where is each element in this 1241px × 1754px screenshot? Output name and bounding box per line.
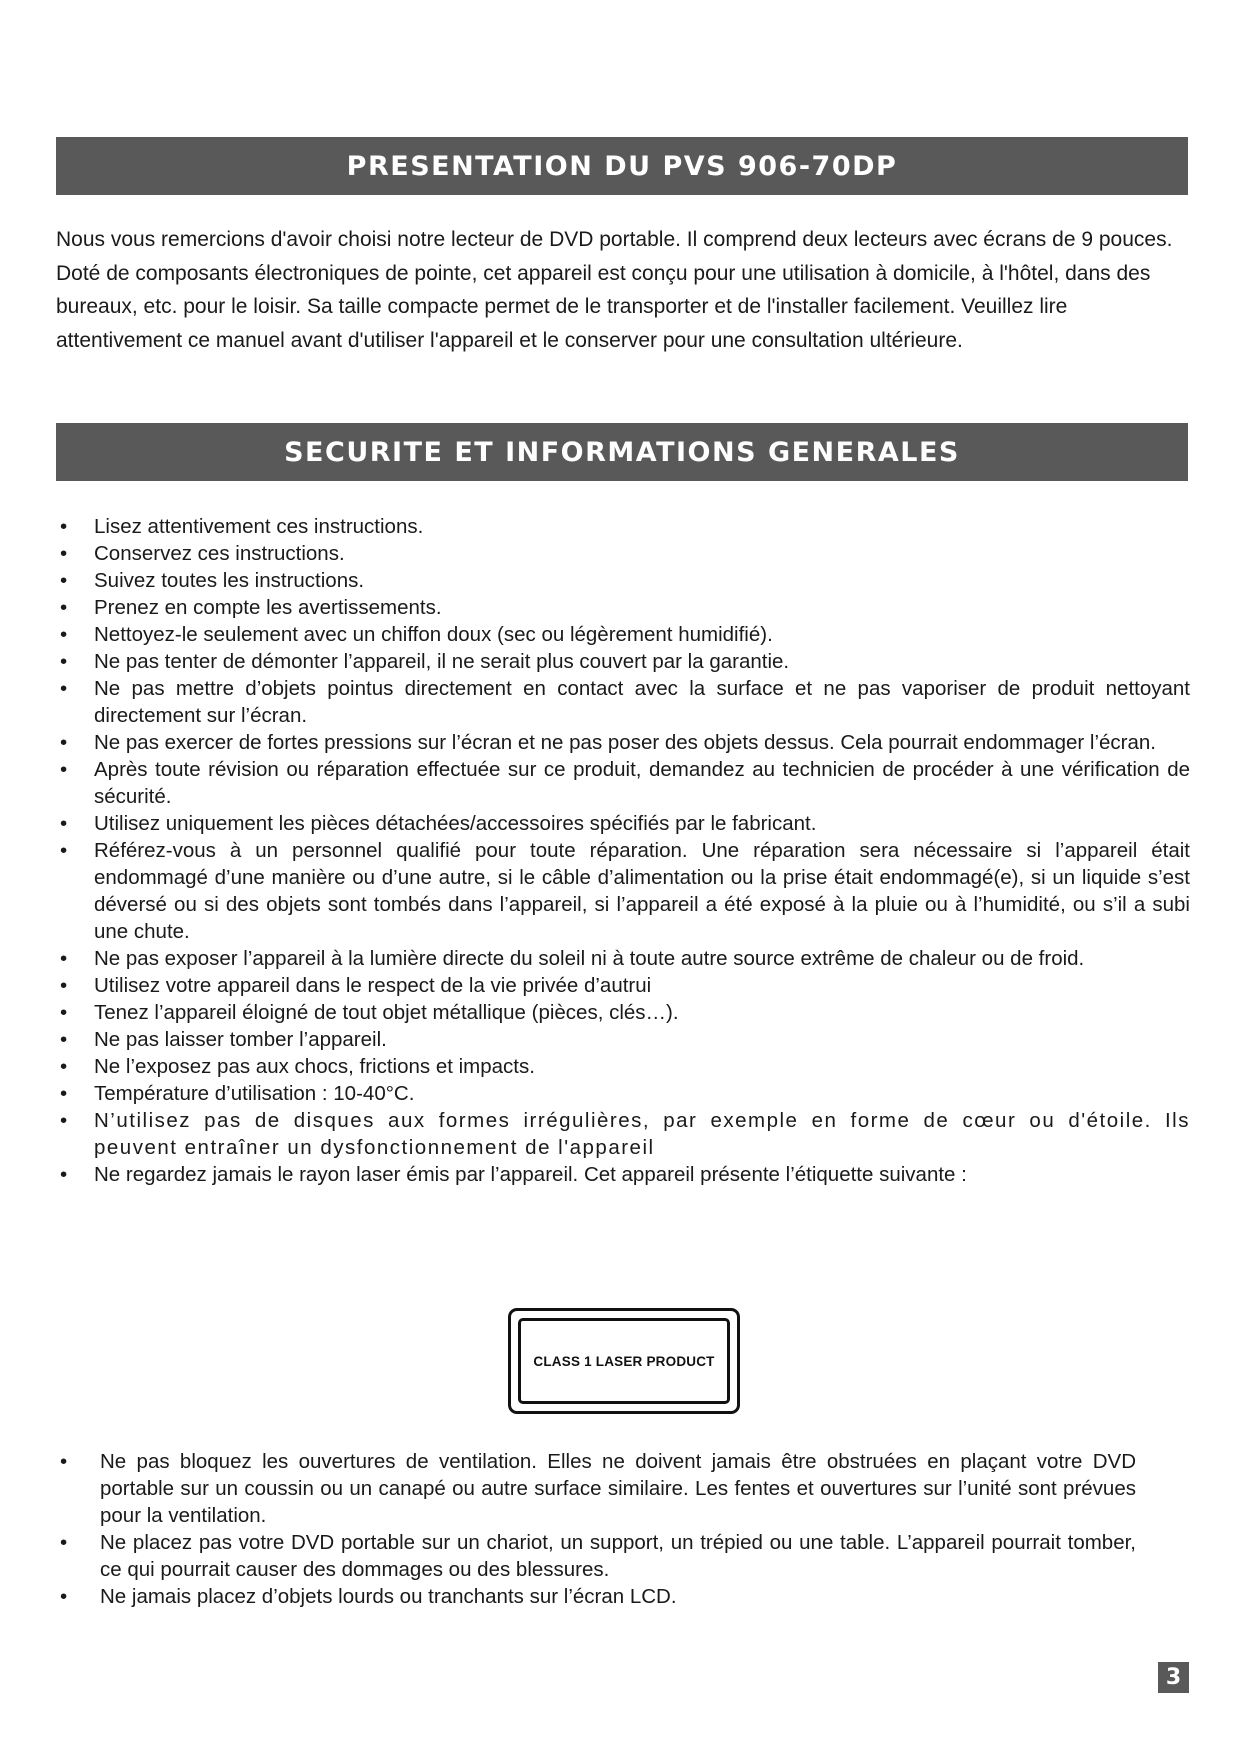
list-item: • Ne l’exposez pas aux chocs, frictions et impacts. — [60, 1055, 535, 1078]
bullet-icon: • — [60, 1001, 68, 1024]
laser-label-text: CLASS 1 LASER PRODUCT — [518, 1318, 730, 1404]
list-item: • Ne pas laisser tomber l’appareil. — [60, 1028, 387, 1051]
list-item: • N’utilisez pas de disques aux formes irrégulières, par exemple en forme de cœur ou d'étoile. Ils peuvent entraîner un dysfonctionnement de l'appareil — [60, 1109, 1190, 1159]
bullet-icon: • — [60, 947, 68, 970]
list-item: • Utilisez votre appareil dans le respect de la vie privée d’autrui — [60, 974, 652, 997]
section-title-presentation — [56, 137, 1188, 195]
list-item: • Température d’utilisation : 10-40°C. — [60, 1082, 415, 1105]
list-item: • Ne jamais placez d’objets lourds ou tranchants sur l’écran LCD. — [60, 1585, 677, 1608]
list-item: • Ne pas tenter de démonter l’appareil, il ne serait plus couvert par la garantie. — [60, 650, 790, 673]
list-item: • Prenez en compte les avertissements. — [60, 596, 442, 619]
page-number: 3 — [1158, 1662, 1189, 1693]
bullet-icon: • — [60, 1163, 68, 1186]
list-item: • Utilisez uniquement les pièces détachées/accessoires spécifiés par le fabricant. — [60, 812, 817, 835]
list-item: • Suivez toutes les instructions. — [60, 569, 365, 592]
bullet-icon: • — [60, 542, 68, 565]
list-item: • Ne pas exposer l’appareil à la lumière directe du soleil ni à toute autre source extrême de chaleur ou de froid. — [60, 947, 1085, 970]
bullet-icon: • — [60, 623, 68, 646]
bullet-icon: • — [60, 515, 68, 538]
bullet-icon: • — [60, 677, 68, 700]
bullet-icon: • — [60, 650, 68, 673]
list-item: • Après toute révision ou réparation effectuée sur ce produit, demandez au technicien de procéder à une vérification de sécurité. — [60, 758, 1190, 808]
bullet-icon: • — [60, 1082, 68, 1105]
list-item: • Référez-vous à un personnel qualifié pour toute réparation. Une réparation sera nécessaire si l’appareil était endommagé d’une manière ou d’une autre, si le câble d’alimentation ou la prise était endommagé(e), si un liquide s’est déversé ou si des objets sont tombés dans l’appareil, si l’appareil a été exposé à la pluie ou à l’humidité, ou s’il a subi une chute. — [60, 839, 1190, 943]
list-item: • Ne placez pas votre DVD portable sur un chariot, un support, un trépied ou une table. L’appareil pourrait tomber, ce qui pourrait causer des dommages ou des blessures. — [60, 1531, 1136, 1581]
bullet-icon: • — [60, 1531, 68, 1554]
safety-list — [56, 513, 1190, 1188]
bullet-icon: • — [60, 758, 68, 781]
bullet-icon: • — [60, 1585, 68, 1608]
bullet-icon: • — [60, 1055, 68, 1078]
bullet-icon: • — [60, 974, 68, 997]
bullet-icon: • — [60, 596, 68, 619]
bullet-icon: • — [60, 731, 68, 754]
intro-paragraph: Nous vous remercions d'avoir choisi notre lecteur de DVD portable. Il comprend deux lecteurs avec écrans de 9 pouces. Doté de composants électroniques de pointe, cet appareil est conçu pour une utilisation à domicile, à l'hôtel, dans des bureaux, etc. pour le loisir. Sa taille compacte permet de le transporter et de l'installer facilement. Veuillez lire attentivement ce manuel avant d'utiliser l'appareil et le conserver pour une consultation ultérieure. — [56, 228, 1173, 352]
list-item: • Ne regardez jamais le rayon laser émis par l’appareil. Cet appareil présente l’étiquette suivante : — [60, 1163, 967, 1186]
safety-list-continued — [56, 1448, 1136, 1610]
bullet-icon: • — [60, 1109, 69, 1132]
list-item: • Ne pas exercer de fortes pressions sur l’écran et ne pas poser des objets dessus. Cela pourrait endommager l’écran. — [60, 731, 1156, 754]
bullet-icon: • — [60, 1028, 68, 1051]
bullet-icon: • — [60, 569, 68, 592]
section-title-safety — [56, 423, 1188, 481]
list-item: • Ne pas mettre d’objets pointus directement en contact avec la surface et ne pas vaporiser de produit nettoyant directement sur l’écran. — [60, 677, 1190, 727]
list-item: • Ne pas bloquez les ouvertures de ventilation. Elles ne doivent jamais être obstruées en plaçant votre DVD portable sur un coussin ou un canapé ou autre surface similaire. Les fentes et ouvertures sur l’unité sont prévues pour la ventilation. — [60, 1450, 1136, 1527]
list-item: • Conservez ces instructions. — [60, 542, 345, 565]
bullet-icon: • — [60, 812, 68, 835]
laser-label — [508, 1308, 740, 1414]
list-item: • Lisez attentivement ces instructions. — [60, 515, 424, 538]
list-item: • Nettoyez-le seulement avec un chiffon doux (sec ou légèrement humidifié). — [60, 623, 773, 646]
bullet-icon: • — [60, 1450, 68, 1473]
presentation-title: PRESENTATION DU PVS 906-70DP — [346, 150, 898, 182]
safety-title: SECURITE ET INFORMATIONS GENERALES — [284, 436, 960, 468]
bullet-icon: • — [60, 839, 68, 862]
list-item: • Tenez l’appareil éloigné de tout objet métallique (pièces, clés…). — [60, 1001, 679, 1024]
